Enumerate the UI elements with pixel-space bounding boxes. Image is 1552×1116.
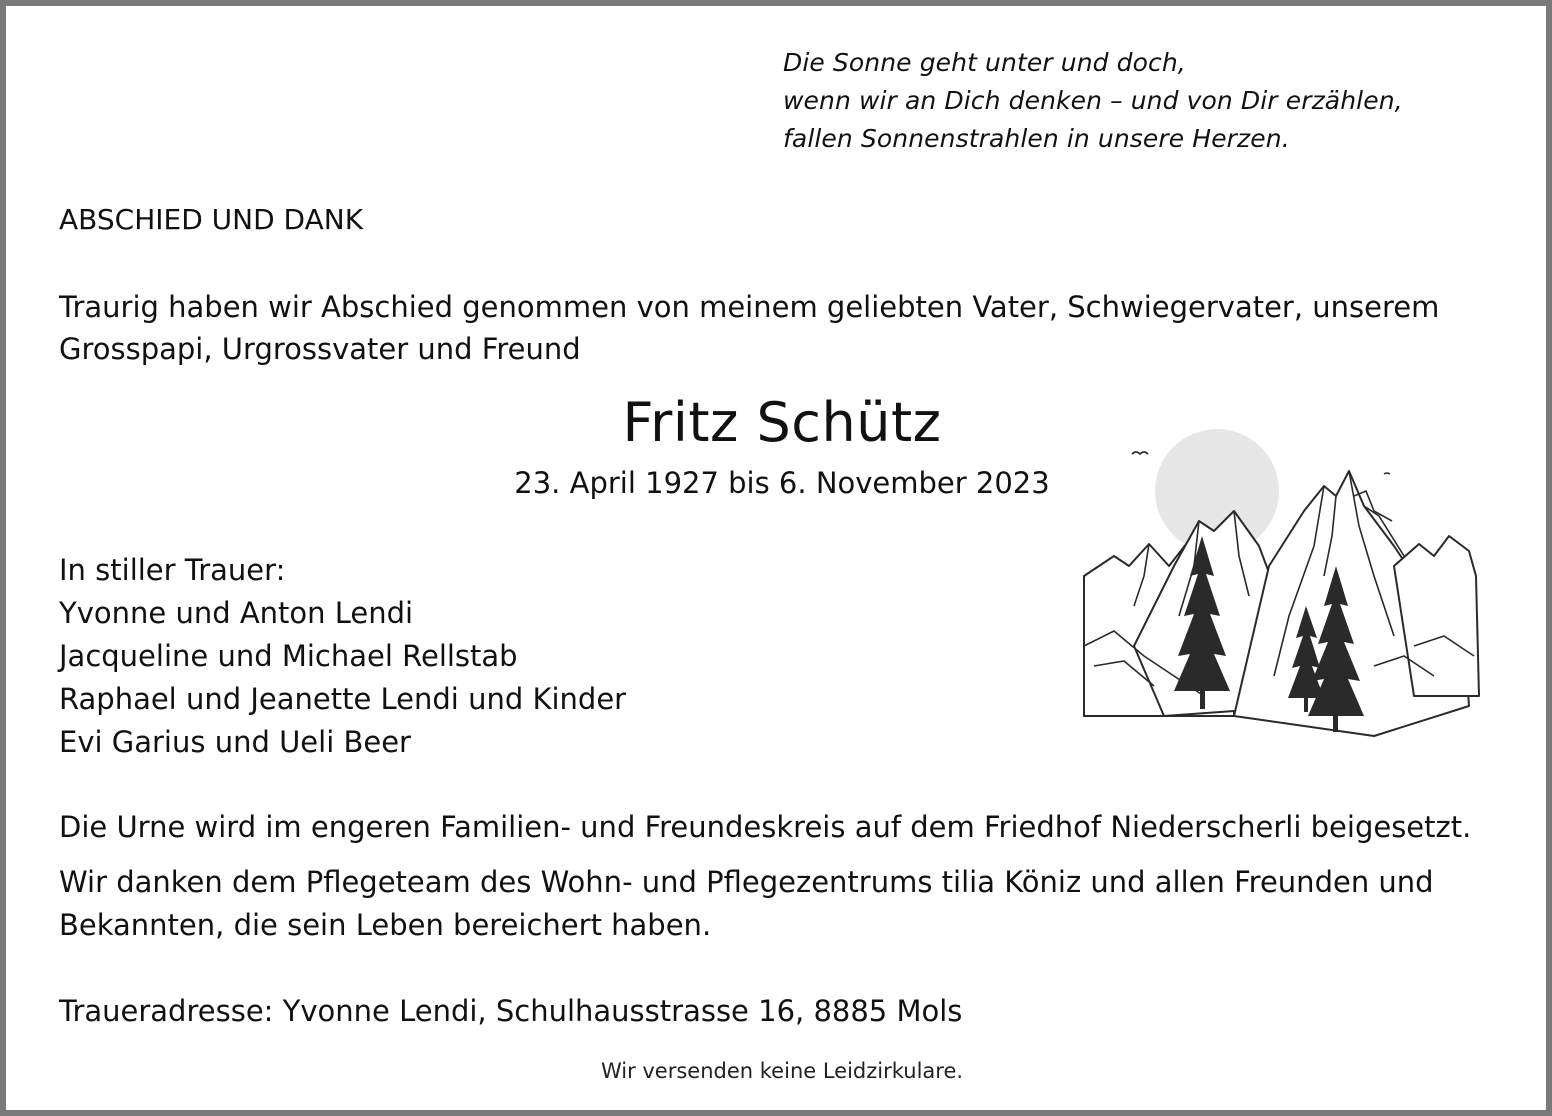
intro-text: Traurig haben wir Abschied genommen von meinem geliebten Vater, Schwiegervater, unserem Grosspapi, Urgrossvater und Freund [59, 290, 1440, 366]
mountains-icon [1084, 471, 1479, 736]
mourner-name: Raphael und Jeanette Lendi und Kinder [59, 682, 627, 716]
mourning-address: Traueradresse: Yvonne Lendi, Schulhausstrasse 16, 8885 Mols [59, 994, 963, 1028]
motto-line: Die Sonne geht unter und doch, [783, 48, 1186, 77]
mourners-list [59, 549, 626, 764]
deceased-name: Fritz Schütz [622, 391, 942, 454]
mourner-name: Yvonne und Anton Lendi [59, 596, 414, 630]
thanks-text: Wir danken dem Pflegeteam des Wohn- und Pflegezentrums tilia Köniz und allen Freunden und Bekannten, die sein Leben bereichert haben. [59, 865, 1434, 942]
mourners-label: In stiller Trauer: [59, 553, 286, 587]
motto-verse [783, 44, 1403, 158]
bird-icon [1384, 473, 1390, 474]
life-dates: 23. April 1927 bis 6. November 2023 [514, 466, 1050, 500]
page-heading: ABSCHIED UND DANK [59, 203, 364, 236]
mourner-name: Jacqueline und Michael Rellstab [59, 639, 518, 673]
urn-notice: Die Urne wird im engeren Familien- und Freundeskreis auf dem Friedhof Niederscherli beigesetzt. [59, 810, 1472, 844]
motto-line: fallen Sonnenstrahlen in unsere Herzen. [783, 124, 1290, 153]
mountain-sun-illustration-icon [1074, 416, 1484, 751]
footer-note: Wir versenden keine Leidzirkulare. [600, 1059, 964, 1083]
bird-icon [1132, 452, 1148, 454]
motto-line: wenn wir an Dich denken – und von Dir erzählen, [783, 86, 1403, 115]
mourner-name: Evi Garius und Ueli Beer [59, 725, 411, 759]
